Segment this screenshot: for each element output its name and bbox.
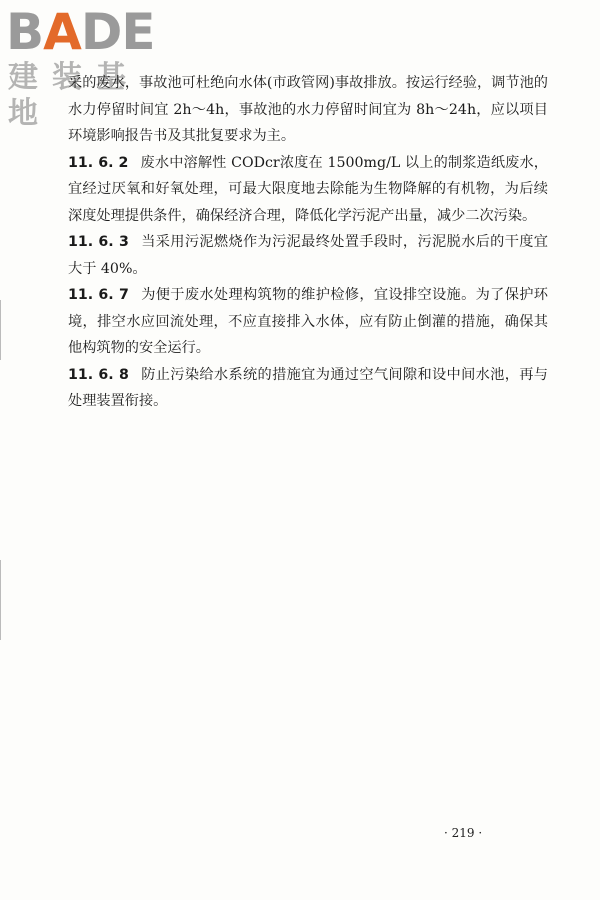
logo-subtitle: 建装基地 bbox=[8, 60, 140, 131]
clause-11-6-3 bbox=[68, 229, 548, 282]
clause-number: 11. 6. 7 bbox=[68, 287, 129, 303]
paragraph-continuation bbox=[68, 70, 548, 150]
paragraph-text: 防止污染给水系统的措施宜为通过空气间隙和设中间水池，再与处理装置衔接。 bbox=[68, 366, 548, 409]
paragraph-text: 当采用污泥燃烧作为污泥最终处置手段时，污泥脱水后的干度宜大于 40%。 bbox=[68, 234, 548, 277]
paragraph-text: 采的废水，事故池可杜绝向水体(市政管网)事故排放。按运行经验，调节池的水力停留时间宜 2h～4h，事故池的水力停留时间宜为 8h～24h，应以项目环境影响报告书及其批复要求为主。 bbox=[68, 75, 548, 144]
logo-wordmark: BADE bbox=[6, 3, 155, 61]
clause-11-6-7 bbox=[68, 282, 548, 362]
paragraph-text: 为便于废水处理构筑物的维护检修，宜设排空设施。为了保护环境，排空水应回流处理，不应直接排入水体，应有防止倒灌的措施，确保其他构筑物的安全运行。 bbox=[68, 287, 548, 356]
paragraph-text: 废水中溶解性 CODcr浓度在 1500mg/L 以上的制浆造纸废水，宜经过厌氧和好氧处理，可最大限度地去除能为生物降解的有机物，为后续深度处理提供条件，确保经济合理，降低化学污泥产出量，减少二次污染。 bbox=[68, 154, 548, 224]
clause-11-6-8 bbox=[68, 362, 548, 415]
clause-number: 11. 6. 3 bbox=[68, 234, 129, 250]
scan-edge-mark bbox=[0, 300, 1, 360]
clause-number: 11. 6. 8 bbox=[68, 366, 129, 383]
body-text bbox=[68, 70, 548, 415]
clause-number: 11. 6. 2 bbox=[68, 154, 129, 171]
clause-11-6-2 bbox=[68, 150, 548, 230]
scan-edge-mark bbox=[0, 560, 1, 640]
page-number: · 219 · bbox=[444, 826, 483, 840]
